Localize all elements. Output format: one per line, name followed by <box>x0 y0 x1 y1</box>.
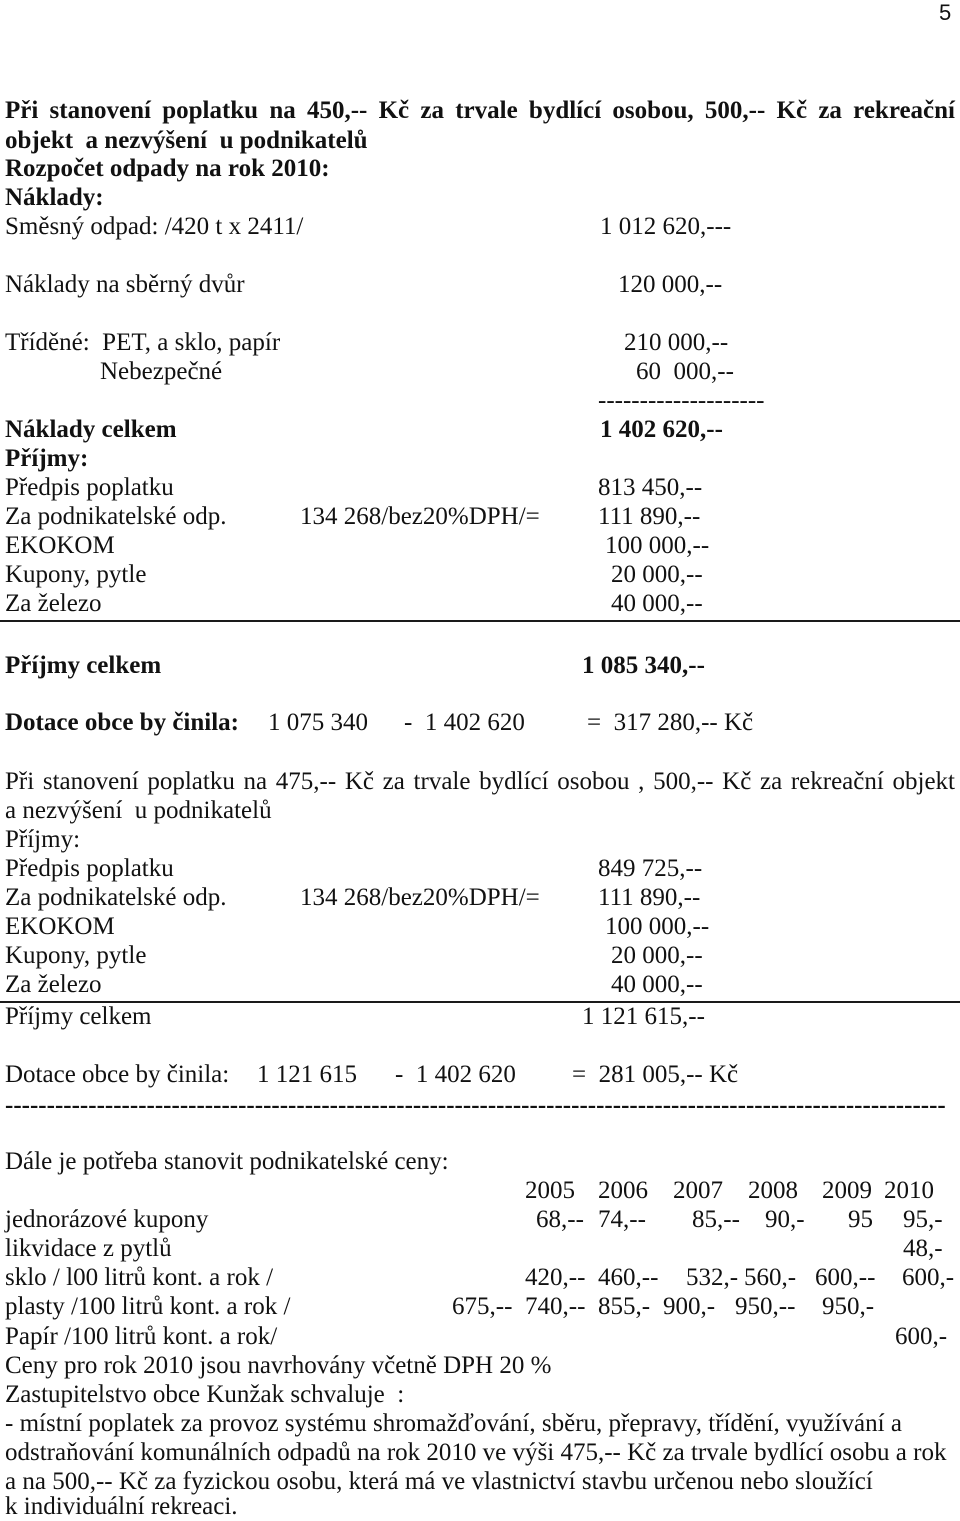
resolution-line: - místní poplatek za provoz systému shromažďování, sběru, přepravy, třídění, využívání a <box>5 1410 902 1437</box>
cost-value: 1 012 620,--- <box>600 213 732 240</box>
section1-title-line1: Při stanovení poplatku na 450,-- Kč za trvale bydlící osobou, 500,-- Kč za rekreační <box>5 97 955 124</box>
subsidy-label: Dotace obce by činila: <box>5 1061 230 1088</box>
income-label: Za železo <box>5 590 102 617</box>
horizontal-rule <box>0 620 960 622</box>
section2-title-line1: Při stanovení poplatku na 475,-- Kč za trvale bydlící osobou , 500,-- Kč za rekreační objekt <box>5 768 955 795</box>
price-row-label: Papír /100 litrů kont. a rok/ <box>5 1323 278 1350</box>
price-cell: 950,- <box>822 1293 875 1320</box>
income-value: 100 000,-- <box>605 532 710 559</box>
income-value: 40 000,-- <box>611 590 703 617</box>
costs-heading: Náklady: <box>5 184 104 211</box>
price-cell: 900,- <box>663 1293 716 1320</box>
price-row-label: jednorázové kupony <box>5 1206 209 1233</box>
price-cell: 600,- <box>902 1264 955 1291</box>
price-cell: 420,-- <box>525 1264 586 1291</box>
price-cell: 855,- <box>598 1293 651 1320</box>
subsidy-amount2: - 1 402 620 <box>404 709 525 736</box>
price-row-label: likvidace z pytlů <box>5 1235 172 1262</box>
income-label: Předpis poplatku <box>5 855 174 882</box>
income-heading: Příjmy: <box>5 826 81 853</box>
price-cell: 74,-- <box>598 1206 646 1233</box>
year-header: 2010 <box>884 1177 934 1204</box>
price-cell: 460,-- <box>598 1264 659 1291</box>
price-row-label: plasty /100 litrů kont. a rok / <box>5 1293 291 1320</box>
income-value: 111 890,-- <box>598 503 701 530</box>
price-cell: 48,- <box>903 1235 943 1262</box>
section2-title-line2: a nezvýšení u podnikatelů <box>5 797 272 824</box>
income-total-label: Příjmy celkem <box>5 1003 152 1030</box>
costs-total-value: 1 402 620,-- <box>600 416 723 443</box>
income-label: Kupony, pytle <box>5 942 147 969</box>
price-cell: 95 <box>848 1206 873 1233</box>
year-header: 2005 <box>525 1177 575 1204</box>
cost-value: 210 000,-- <box>624 329 729 356</box>
income-value: 111 890,-- <box>598 884 701 911</box>
subsidy-amount1: 1 075 340 <box>268 709 368 736</box>
income-note: 134 268/bez20%DPH/= <box>300 884 540 911</box>
income-value: 100 000,-- <box>605 913 710 940</box>
income-total-value: 1 121 615,-- <box>582 1003 705 1030</box>
income-heading: Příjmy: <box>5 445 89 472</box>
year-header: 2006 <box>598 1177 648 1204</box>
income-label: Předpis poplatku <box>5 474 174 501</box>
subsidy-amount1: 1 121 615 <box>257 1061 357 1088</box>
budget-title: Rozpočet odpady na rok 2010: <box>5 155 330 182</box>
prices-intro: Dále je potřeba stanovit podnikatelské ceny: <box>5 1148 449 1175</box>
price-row-label: sklo / l00 litrů kont. a rok / <box>5 1264 274 1291</box>
subsidy-result: = 317 280,-- Kč <box>587 709 754 736</box>
income-value: 849 725,-- <box>598 855 703 882</box>
price-cell: 85,-- <box>692 1206 740 1233</box>
income-label: EKOKOM <box>5 913 115 940</box>
income-note: 134 268/bez20%DPH/= <box>300 503 540 530</box>
resolution-intro: Zastupitelstvo obce Kunžak schvaluje : <box>5 1381 405 1408</box>
subsidy-label: Dotace obce by činila: <box>5 709 239 736</box>
costs-total-label: Náklady celkem <box>5 416 177 443</box>
price-cell: 740,-- <box>525 1293 586 1320</box>
subsidy-amount2: - 1 402 620 <box>395 1061 516 1088</box>
income-label: Za podnikatelské odp. <box>5 503 227 530</box>
section1-title-line2: objekt a nezvýšení u podnikatelů <box>5 127 368 154</box>
page-number: 5 <box>939 0 952 25</box>
price-cell: 600,- <box>895 1323 948 1350</box>
price-cell: 68,-- <box>536 1206 584 1233</box>
costs-separator: -------------------- <box>598 387 765 414</box>
price-cell: 532,- <box>686 1264 739 1291</box>
year-header: 2008 <box>748 1177 798 1204</box>
year-header: 2009 <box>822 1177 872 1204</box>
income-value: 813 450,-- <box>598 474 703 501</box>
income-label: EKOKOM <box>5 532 115 559</box>
income-label: Kupony, pytle <box>5 561 147 588</box>
income-label: Za železo <box>5 971 102 998</box>
income-value: 20 000,-- <box>611 561 703 588</box>
price-cell: 675,-- <box>452 1293 513 1320</box>
cost-label: Směsný odpad: /420 t x 2411/ <box>5 213 304 240</box>
cost-label: Náklady na sběrný dvůr <box>5 271 245 298</box>
resolution-line: k individuální rekreaci. <box>5 1493 238 1520</box>
income-value: 20 000,-- <box>611 942 703 969</box>
vat-note: Ceny pro rok 2010 jsou navrhovány včetně DPH 20 % <box>5 1352 552 1379</box>
cost-label: Nebezpečné <box>100 358 223 385</box>
subsidy-result: = 281 005,-- Kč <box>572 1061 739 1088</box>
resolution-line: a na 500,-- Kč za fyzickou osobu, která má ve vlastnictví stavbu určenou nebo sloužící <box>5 1468 873 1495</box>
cost-value: 120 000,-- <box>618 271 723 298</box>
dashed-separator: ----------------------------------------------------------------------------------------------------------------- <box>5 1092 946 1119</box>
cost-value: 60 000,-- <box>636 358 734 385</box>
income-total-label: Příjmy celkem <box>5 652 162 679</box>
price-cell: 95,- <box>903 1206 943 1233</box>
income-total-value: 1 085 340,-- <box>582 652 705 679</box>
income-value: 40 000,-- <box>611 971 703 998</box>
price-cell: 600,-- <box>815 1264 876 1291</box>
income-label: Za podnikatelské odp. <box>5 884 227 911</box>
resolution-line: odstraňování komunálních odpadů na rok 2010 ve výši 475,-- Kč za trvale bydlící osobu a rok <box>5 1439 947 1466</box>
year-header: 2007 <box>673 1177 723 1204</box>
cost-label: Tříděné: PET, a sklo, papír <box>5 329 281 356</box>
price-cell: 90,- <box>765 1206 805 1233</box>
price-cell: 950,-- <box>735 1293 796 1320</box>
price-cell: 560,- <box>744 1264 797 1291</box>
